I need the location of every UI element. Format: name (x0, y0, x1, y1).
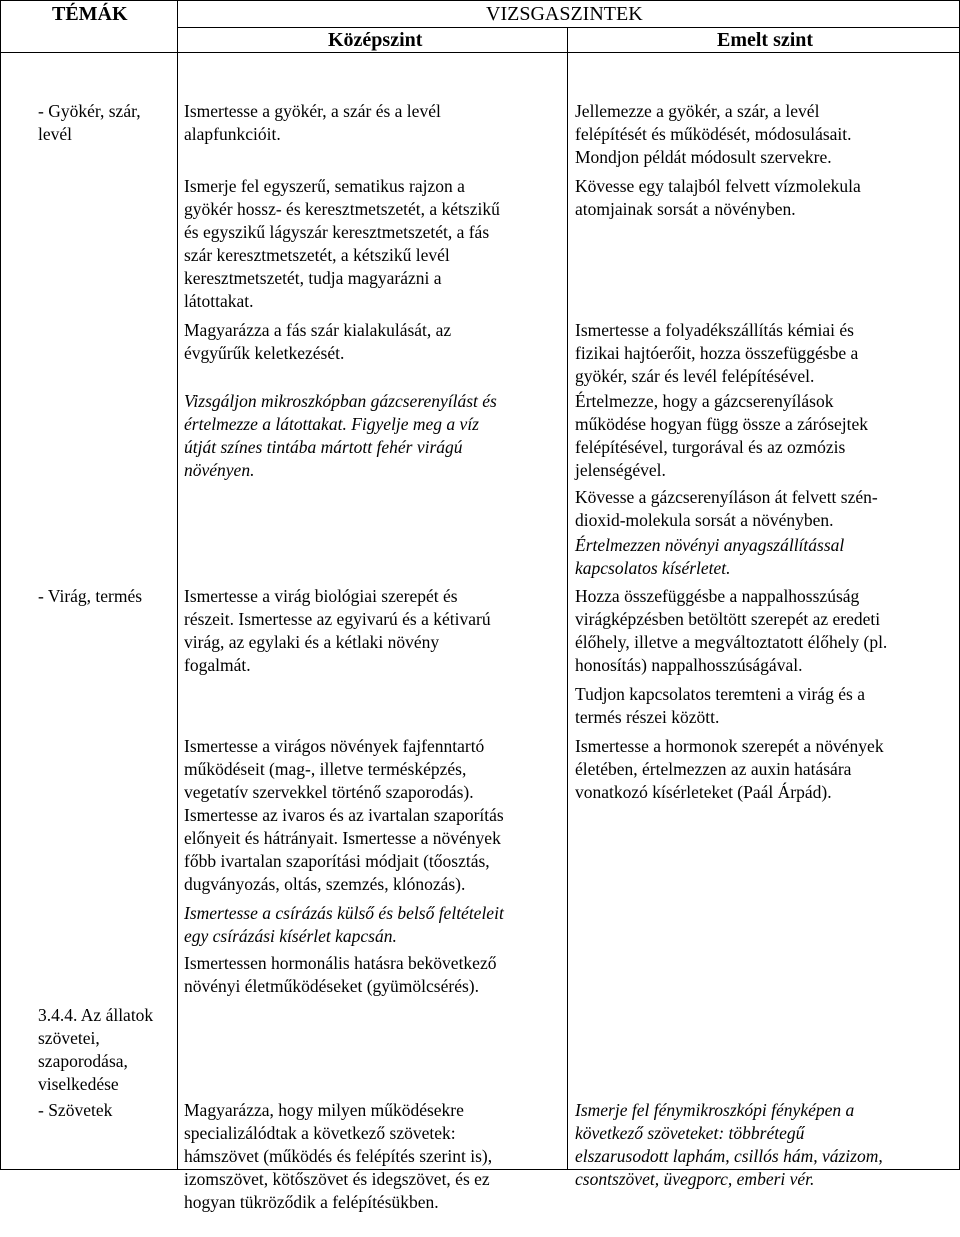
mid-line: Ismertessen hormonális hatásra bekövetkező (184, 953, 497, 973)
mid-block (184, 906, 496, 1021)
mid-line: dugványozás, oltás, szemzés, klónozás). (184, 874, 466, 894)
mid-line: növényen. (184, 460, 255, 480)
mid-line: főbb ivartalan szaporítási módjait (tőosztás, (184, 851, 490, 871)
mid-line: hogyan tükröződik a felépítésükben. (184, 1192, 439, 1212)
adv-line: Kövesse a gázcserenyíláson át felvett szén- (575, 487, 878, 507)
topic-root-stem-leaf (38, 54, 141, 169)
adv-line: Ismerje fel fénymikroszkópi fényképen a (575, 1100, 855, 1120)
adv-line: kapcsolatos kísérletet. (575, 558, 731, 578)
header-mid-level: Középszint (328, 29, 423, 51)
mid-line: gyökér hossz- és keresztmetszetét, a kétszikű (184, 199, 500, 219)
top-border (0, 0, 960, 1)
header-bottom-border (0, 52, 960, 53)
topic-column-divider (177, 0, 178, 1170)
mid-line: hámszövet (működés és felépítés szerint is), (184, 1146, 493, 1166)
mid-line: növényi életműködéseket (gyümölcsérés). (184, 976, 479, 996)
adv-line: jelenségével. (575, 460, 666, 480)
adv-line: virágképzésben betöltött szerepét az eredeti (575, 609, 881, 629)
topic-line: szaporodása, (38, 1051, 128, 1071)
mid-line: szár keresztmetszetét, a kétszikű levél (184, 245, 450, 265)
mid-line: előnyeit és hátrányait. Ismertesse a növények (184, 828, 501, 848)
mid-line: virág, az egylaki és a kétlaki növény (184, 632, 440, 652)
topic-line: - Virág, termés (38, 586, 143, 606)
mid-line: Ismertesse a virág biológiai szerepét és (184, 586, 458, 606)
adv-line: elszarusodott laphám, csillós hám, vázizom, (575, 1146, 883, 1166)
mid-line: Ismertesse a csírázás külső és belső feltételeit (184, 903, 504, 923)
adv-line: felépítésével, turgorával és az ozmózis (575, 437, 846, 457)
adv-line: Hozza összefüggésbe a nappalhosszúság (575, 586, 860, 606)
mid-line: részeit. Ismertesse az egyivarú és a kétivarú (184, 609, 491, 629)
mid-line: alapfunkcióit. (184, 124, 281, 144)
adv-line: felépítését és működését, módosulásait. (575, 124, 852, 144)
adv-line: csontszövet, üvegporc, emberi vér. (575, 1169, 815, 1189)
adv-line: Kövesse egy talajból felvett vízmolekula (575, 176, 861, 196)
topic-line: - Gyökér, szár, (38, 101, 141, 121)
mid-line: Magyarázza a fás szár kialakulását, az (184, 320, 452, 340)
adv-line: atomjainak sorsát a növényben. (575, 199, 796, 219)
adv-line: Ismertesse a hormonok szerepét a növények (575, 736, 884, 756)
mid-line: fogalmát. (184, 655, 251, 675)
header-exam-levels: VIZSGASZINTEK (486, 3, 643, 25)
topic-tissues (38, 1053, 112, 1145)
adv-line: vonatkozó kísérleteket (Paál Árpád). (575, 782, 832, 802)
mid-line: Ismertesse az ivaros és az ivartalan szaporítás (184, 805, 504, 825)
adv-block (575, 129, 861, 244)
mid-line: működéseit (mag-, illetve termésképzés, (184, 759, 467, 779)
topic-line: - Szövetek (38, 1100, 113, 1120)
topic-line: levél (38, 124, 73, 144)
adv-line: Tudjon kapcsolatos teremteni a virág és a (575, 684, 865, 704)
mid-line: Ismertesse a virágos növények fajfenntartó (184, 736, 485, 756)
adv-line: Ismertesse a folyadékszállítás kémiai és (575, 320, 854, 340)
mid-line: évgyűrűk keletkezését. (184, 343, 345, 363)
adv-line: honosítás) nappalhosszúságával. (575, 655, 803, 675)
mid-line: Ismertesse a gyökér, a szár és a levél (184, 101, 441, 121)
adv-line: Értelmezzen növényi anyagszállítással (575, 535, 845, 555)
adv-line: következő szöveteket: többrétegű (575, 1123, 805, 1143)
adv-line: Mondjon példát módosult szervekre. (575, 147, 832, 167)
mid-line: izomszövet, kötőszövet és idegszövet, és ez (184, 1169, 490, 1189)
mid-block (184, 344, 497, 505)
adv-line: Jellemezze a gyökér, a szár, a levél (575, 101, 820, 121)
topic-line: szövetei, (38, 1028, 100, 1048)
adv-line: dioxid-molekula sorsát a növényben. (575, 510, 834, 530)
adv-line: Értelmezze, hogy a gázcserenyílások (575, 391, 834, 411)
adv-line: termés részei között. (575, 707, 720, 727)
topic-line: viselkedése (38, 1074, 119, 1094)
topic-line: 3.4.4. Az állatok (38, 1005, 154, 1025)
mid-line: látottakat. (184, 291, 254, 311)
adv-line: fizikai hajtóerőit, hozza összefüggésbe a (575, 343, 859, 363)
mid-line: vegetatív szervekkel történő szaporodás). (184, 782, 474, 802)
adv-line: élőhely, illetve a megváltoztatott élőhely (pl. (575, 632, 888, 652)
mid-line: és egyszikű lágyszár keresztmetszetét, a fás (184, 222, 490, 242)
mid-line: útját színes tintába mártott fehér virágú (184, 437, 463, 457)
left-border (0, 0, 1, 1170)
mid-block (184, 1053, 492, 1237)
mid-line: értelmezze a látottakat. Figyelje meg a víz (184, 414, 479, 434)
mid-line: Magyarázza, hogy milyen működésekre (184, 1100, 464, 1120)
adv-line: gyökér, szár és levél felépítésével. (575, 366, 815, 386)
header-advanced-level: Emelt szint (717, 29, 814, 51)
adv-line: életében, értelmezzen az auxin hatására (575, 759, 852, 779)
mid-line: specializálódtak a következő szövetek: (184, 1123, 456, 1143)
header-topics: TÉMÁK (52, 3, 128, 25)
adv-block (575, 689, 884, 827)
level-column-divider (567, 27, 568, 1170)
topic-flower-fruit (38, 539, 142, 631)
mid-line: egy csírázási kísérlet kapcsán. (184, 926, 397, 946)
mid-line: Vizsgáljon mikroszkópban gázcserenyílást és (184, 391, 497, 411)
adv-line: működése hogyan függ össze a zárósejtek (575, 414, 869, 434)
adv-block (575, 1053, 883, 1214)
header-divider (177, 27, 960, 28)
mid-line: keresztmetszetét, tudja magyarázni a (184, 268, 442, 288)
mid-line: Ismerje fel egyszerű, sematikus rajzon a (184, 176, 465, 196)
mid-block (184, 539, 491, 700)
